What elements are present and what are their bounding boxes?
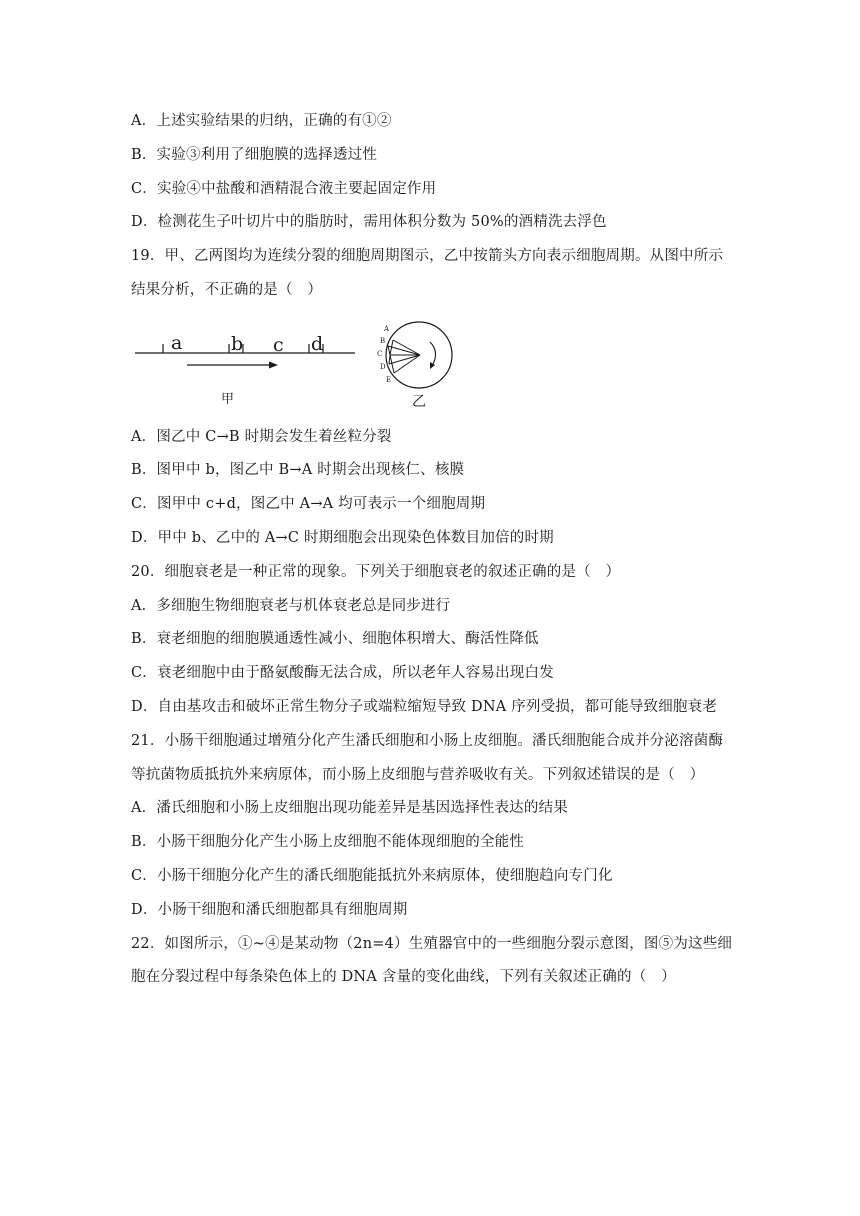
option-a-q18: A．上述实验结果的归纳，正确的有①② xyxy=(131,113,392,129)
yi-label-b: B xyxy=(380,337,386,345)
question-19-line2: 结果分析，不正确的是（ ） xyxy=(131,282,323,298)
yi-label-c: C xyxy=(377,350,383,358)
question-21-line1: 21．小肠干细胞通过增殖分化产生潘氏细胞和小肠上皮细胞。潘氏细胞能合成并分泌溶菌酶 xyxy=(131,733,724,749)
yi-chord-4 xyxy=(394,355,420,373)
question-21-line2: 等抗菌物质抵抗外来病原体，而小肠上皮细胞与营养吸收有关。下列叙述错误的是（ ） xyxy=(131,767,705,783)
yi-radius-b xyxy=(388,346,390,355)
option-c-q20: C．衰老细胞中由于酪氨酸酶无法合成，所以老年人容易出现白发 xyxy=(131,665,554,681)
option-d-q18: D．检测花生子叶切片中的脂肪时，需用体积分数为 50%的酒精洗去浮色 xyxy=(131,214,607,230)
option-b-q21: B．小肠干细胞分化产生小肠上皮细胞不能体现细胞的全能性 xyxy=(131,834,525,850)
yi-label-d: D xyxy=(380,363,386,371)
jia-caption: 甲 xyxy=(221,392,235,407)
question-22-line2: 胞在分裂过程中每条染色体上的 DNA 含量的变化曲线，下列有关叙述正确的（ ） xyxy=(131,969,676,985)
cell-cycle-figure xyxy=(128,312,468,412)
yi-caption: 乙 xyxy=(412,394,426,410)
option-d-q20: D．自由基攻击和破坏正常生物分子或端粒缩短导致 DNA 序列受损，都可能导致细胞衰老 xyxy=(131,699,718,715)
option-b-q18: B．实验③利用了细胞膜的选择透过性 xyxy=(131,147,378,163)
yi-chord-1 xyxy=(393,340,420,355)
option-b-q20: B．衰老细胞的细胞膜通透性减小、细胞体积增大、酶活性降低 xyxy=(131,631,539,647)
yi-arrow-head xyxy=(430,362,435,369)
option-c-q21: C．小肠干细胞分化产生的潘氏细胞能抵抗外来病原体，使细胞趋向专门化 xyxy=(131,868,613,884)
option-a-q21: A．潘氏细胞和小肠上皮细胞出现功能差异是基因选择性表达的结果 xyxy=(131,800,568,816)
yi-label-e: E xyxy=(386,376,392,384)
question-20: 20．细胞衰老是一种正常的现象。下列关于细胞衰老的叙述正确的是（ ） xyxy=(131,564,621,580)
jia-label-d: d xyxy=(311,333,324,355)
jia-arrow-head xyxy=(269,362,278,369)
jia-label-a: a xyxy=(171,332,183,354)
yi-label-a: A xyxy=(384,325,390,333)
option-a-q19: A．图乙中 C→B 时期会发生着丝粒分裂 xyxy=(131,429,392,445)
option-d-q19: D．甲中 b、乙中的 A→C 时期细胞会出现染色体数目加倍的时期 xyxy=(131,530,554,546)
question-19-line1: 19．甲、乙两图均为连续分裂的细胞周期图示，乙中按箭头方向表示细胞周期。从图中所示 xyxy=(131,248,724,264)
yi-chord-3 xyxy=(389,355,420,364)
option-b-q19: B．图甲中 b，图乙中 B→A 时期会出现核仁、核膜 xyxy=(131,462,465,478)
jia-label-b: b xyxy=(231,333,244,355)
yi-chord-2 xyxy=(388,346,420,355)
cell-cycle-diagram xyxy=(128,312,468,412)
option-a-q20: A．多细胞生物细胞衰老与机体衰老总是同步进行 xyxy=(131,598,451,614)
diagram-yi xyxy=(377,322,452,410)
option-c-q18: C．实验④中盐酸和酒精混合液主要起固定作用 xyxy=(131,181,437,197)
option-d-q21: D．小肠干细胞和潘氏细胞都具有细胞周期 xyxy=(131,902,408,918)
option-c-q19: C．图甲中 c+d，图乙中 A→A 均可表示一个细胞周期 xyxy=(131,496,486,512)
yi-arrow-arc xyxy=(430,342,436,366)
jia-label-c: c xyxy=(273,334,284,356)
question-22-line1: 22．如图所示，①~④是某动物（2n=4）生殖器官中的一些细胞分裂示意图，图⑤为这些细 xyxy=(131,936,733,952)
diagram-jia xyxy=(135,332,355,407)
